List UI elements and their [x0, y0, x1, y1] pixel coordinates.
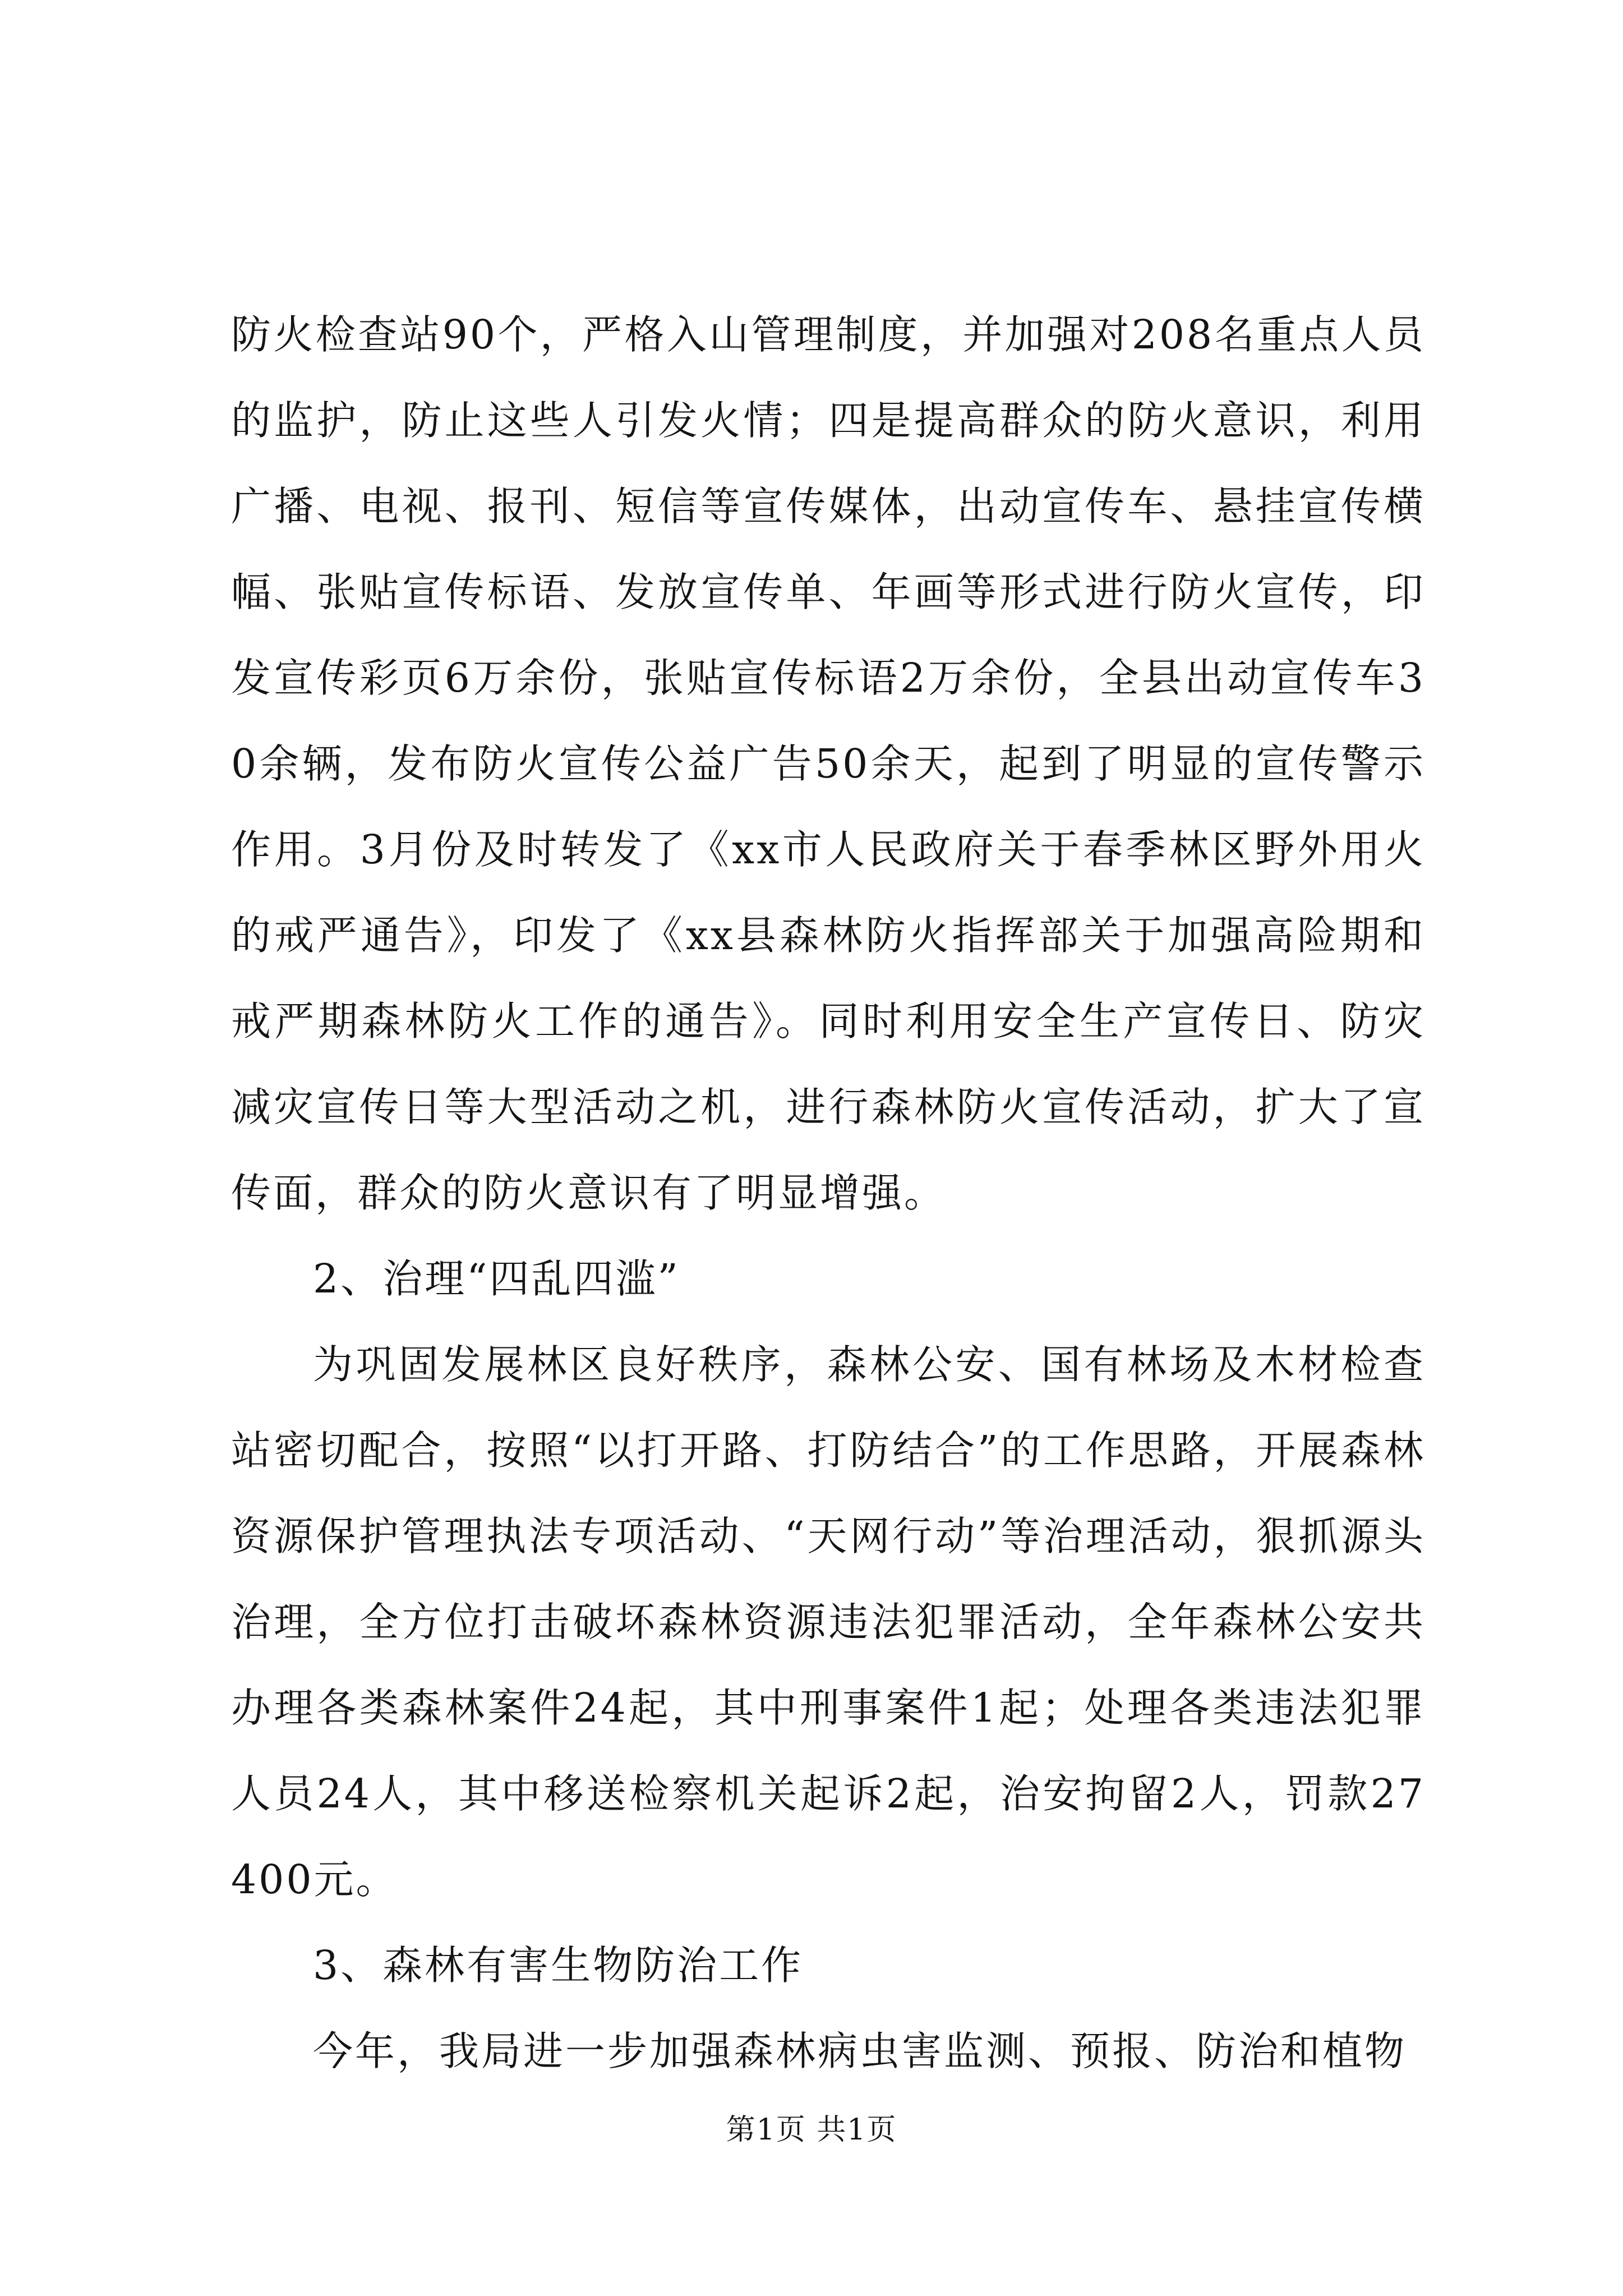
paragraph-fire-prevention: 防火检查站90个，严格入山管理制度，并加强对208名重点人员的监护，防止这些人引发火情；四是提高群众的防火意识，利用广播、电视、报刊、短信等宣传媒体，出动宣传车、悬挂宣传横幅、张贴宣传标语、发放宣传单、年画等形式进行防火宣传，印发宣传彩页6万余份，张贴宣传标语2万余份，全县出动宣传车30余辆，发布防火宣传公益广告50余天，起到了明显的宣传警示作用。3月份及时转发了《xx市人民政府关于春季林区野外用火的戒严通告》，印发了《xx县森林防火指挥部关于加强高险期和戒严期森林防火工作的通告》。同时利用安全生产宣传日、防灾减灾宣传日等大型活动之机，进行森林防火宣传活动，扩大了宣传面，群众的防火意识有了明显增强。 [231, 311, 1426, 1216]
document-body [231, 292, 1426, 2094]
paragraph-governance: 为巩固发展林区良好秩序，森林公安、国有林场及木材检查站密切配合，按照“以打开路、打防结合”的工作思路，开展森林资源保护管理执法专项活动、“天网行动”等治理活动，狠抓源头治理，全方位打击破坏森林资源违法犯罪活动，全年森林公安共办理各类森林案件24起，其中刑事案件1起；处理各类违法犯罪人员24人，其中移送检察机关起诉2起，治安拘留2人，罚款27400元。 [231, 1341, 1426, 1903]
section-heading-pest-control: 3、森林有害生物防治工作 [313, 1942, 804, 1989]
page-footer: 第1页 共1页 [726, 2113, 897, 2147]
section-heading-governance: 2、治理“四乱四滥” [313, 1255, 680, 1302]
paragraph-pest-control: 今年，我局进一步加强森林病虫害监测、预报、防治和植物 [313, 2028, 1407, 2074]
